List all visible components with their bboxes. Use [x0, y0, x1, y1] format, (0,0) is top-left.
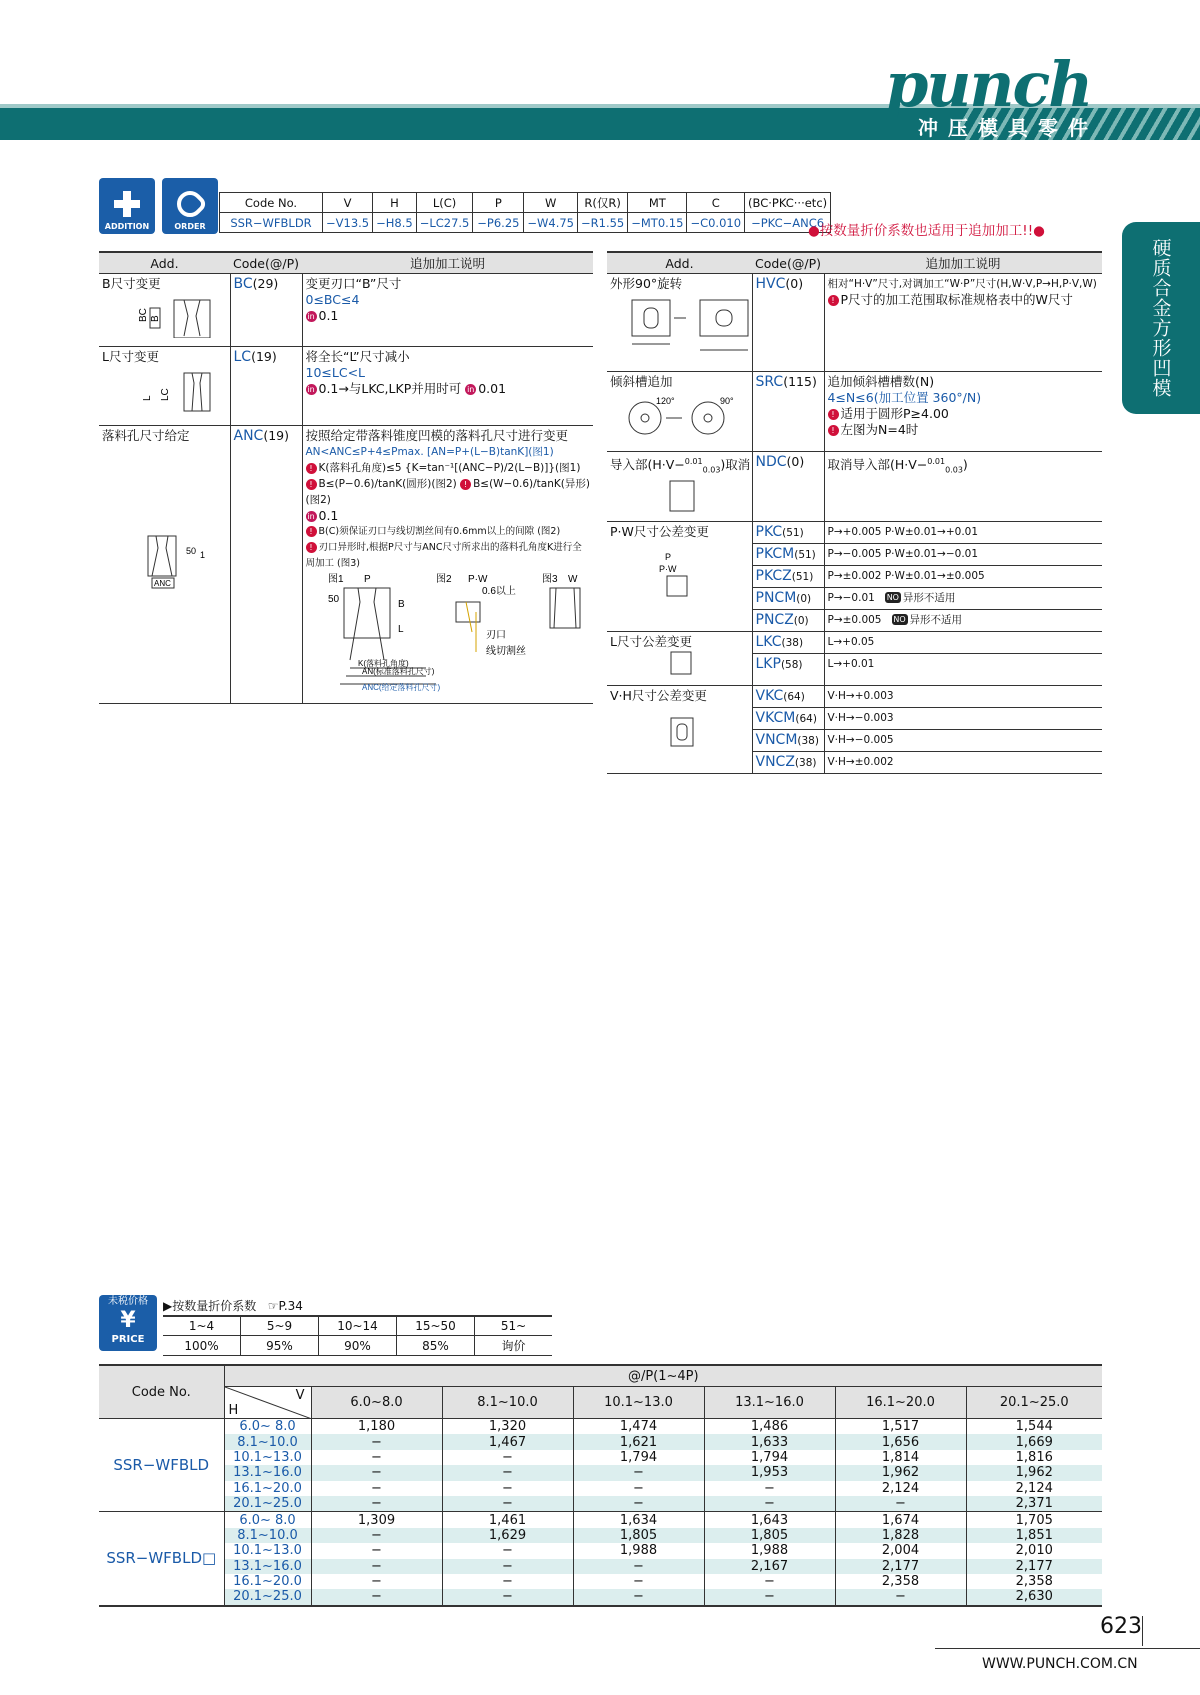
price-cell: 2,630 — [966, 1589, 1102, 1605]
price-cell: 1,828 — [835, 1528, 966, 1543]
table-row: B尺寸变更 BC B BC(29) 变更刃口“B”尺寸 0≤BC≤4 in 0.1 — [99, 274, 593, 347]
vh-drawing — [655, 704, 755, 748]
table-row — [99, 1450, 1102, 1465]
lead-in-drawing — [650, 479, 750, 515]
price-cell: − — [442, 1450, 573, 1465]
price-cell: − — [704, 1589, 835, 1605]
price-cell: 1,544 — [1015, 1419, 1053, 1435]
price-cell: 1,962 — [835, 1465, 966, 1480]
brand-subtitle: 冲压模具零件 — [918, 116, 1098, 140]
price-cell: 1,962 — [966, 1465, 1102, 1480]
lc-drawing — [112, 369, 222, 413]
group-code: SSR−WFBLD□ — [99, 1512, 224, 1606]
pw-drawing — [655, 550, 755, 600]
price-cell: 1,805 — [573, 1528, 704, 1543]
price-cell: − — [311, 1574, 442, 1589]
table-row: L尺寸公差变更 LKC(38) L→+0.05 — [607, 631, 1102, 653]
svg-text:0.6以上: 0.6以上 — [481, 586, 516, 597]
svg-text:W: W — [567, 574, 577, 585]
order-badge: ORDER — [162, 178, 218, 234]
svg-text:P: P — [665, 551, 672, 562]
increment-icon: in — [307, 385, 315, 394]
h-range: 13.1~16.0 — [224, 1465, 311, 1480]
table-row: 外形90°旋转 HVC(0) 相对“H·V”尺寸,对调加工“W·P”尺寸(H,W·V,P→H,P·V,W) ! P尺寸的加工范围取标准规格表中的W尺寸 — [607, 274, 1102, 372]
h-range: 6.0~ 8.0 — [224, 1419, 311, 1435]
price-cell: 1,621 — [573, 1434, 704, 1449]
caution-icon: ! — [306, 479, 317, 490]
h-range: 8.1~10.0 — [224, 1528, 311, 1543]
code-table-example: SSR−WFBLDR −V13.5 −H8.5 −LC27.5 −P6.25 −W4.75 −R1.55 −MT0.15 −C0.010 −PKC−ANC6 — [220, 213, 831, 233]
price-cell: − — [311, 1481, 442, 1496]
price-cell: − — [442, 1559, 573, 1574]
svg-text:P: P — [363, 574, 371, 585]
price-cell: − — [704, 1496, 835, 1512]
bc-drawing — [112, 296, 212, 338]
price-cell: − — [704, 1481, 835, 1496]
price-cell: 1,988 — [704, 1543, 835, 1558]
price-cell: 1,461 — [442, 1512, 573, 1528]
price-cell: − — [573, 1481, 704, 1496]
h-range: 16.1~20.0 — [224, 1481, 311, 1496]
price-cell: − — [442, 1574, 573, 1589]
no-icon: NO — [893, 615, 906, 625]
h-range: 10.1~13.0 — [224, 1450, 311, 1465]
price-cell: − — [311, 1496, 442, 1512]
price-cell: 1,320 — [442, 1419, 573, 1435]
col-code: Code(@/P) — [230, 252, 302, 274]
increment-icon: in — [307, 312, 315, 321]
h-range: 6.0~ 8.0 — [224, 1512, 311, 1528]
price-cell: 1,816 — [1015, 1449, 1053, 1465]
price-cell: 1,517 — [835, 1419, 966, 1435]
addition-table-right: Add. Code(@/P) 追加加工说明 外形90°旋转 HVC(0) 相对“H·V”尺寸,对调加工“W·P”尺寸(H,W·V,P→H,P·V,W) ! P尺寸的加工范围取标准规格表中的W尺寸 倾斜槽追加 120° 90° SRC(115) 追加倾斜槽槽数(N) 4≤N≤6(加工位置 360°/N) ! 适用于圆形P≥4.00 ! 左图为N=4时 导入部(H·V−$^{0.01}_{0.03}$)取消 NDC(0) 取消导入部(H·V−$^{0.01}_{0.03}$) P·W尺寸公差变更 P P·W PKC(51) P→+0.005 P·W±0.01→+0.01 PKCM(51) P→−0.005 P·W±0.01→−0.01 PKCZ(51) P→±0.002 P·W±0.01→±0.005 PNCM(0) P→−0.01 NO 异形不适用 PNCZ(0) P→±0.005 NO 异形不适用 L尺寸公差变更 LKC(38) L→+0.05 LKP(58) L→+0.01 V·H尺寸公差变更 VKC(64) V·H→+0.003 VKCM(64) V·H→−0.003 VNCM(38) V·H→−0.005 VNCZ(38) V·H→±0.002 — [607, 251, 1102, 774]
price-cell: − — [573, 1559, 704, 1574]
addition-code: BC — [233, 276, 253, 292]
svg-text:图2: 图2 — [435, 574, 452, 585]
price-cell: − — [442, 1465, 573, 1480]
price-cell: − — [442, 1543, 573, 1558]
price-cell: − — [835, 1496, 966, 1512]
svg-text:120°: 120° — [656, 396, 675, 406]
price-cell: 1,474 — [573, 1419, 704, 1435]
price-cell: 1,794 — [704, 1450, 835, 1465]
price-cell: 1,180 — [311, 1419, 442, 1435]
order-code-table — [219, 192, 831, 233]
price-cell: − — [704, 1574, 835, 1589]
price-cell: 2,124 — [1015, 1480, 1053, 1496]
table-row: PKCM(51) P→−0.005 P·W±0.01→−0.01 — [607, 543, 1102, 565]
price-cell: 2,010 — [1015, 1543, 1053, 1559]
code-header: Code No. — [99, 1365, 224, 1419]
discount-page-link[interactable]: P.34 — [278, 1299, 303, 1313]
add-name: B尺寸变更 — [102, 276, 161, 291]
price-cell: − — [311, 1465, 442, 1480]
caution-icon: ! — [828, 425, 839, 436]
table-row — [99, 1496, 1102, 1512]
svg-text:P·W: P·W — [659, 563, 677, 574]
table-row — [99, 1481, 1102, 1496]
discount-notice: ●按数量折价系数也适用于追加加工!!● — [808, 223, 1045, 239]
price-cell: − — [311, 1589, 442, 1605]
addition-table-left — [99, 251, 593, 704]
price-cell: 2,177 — [966, 1559, 1102, 1574]
price-cell: 1,705 — [1015, 1512, 1053, 1528]
svg-text:AN(标准落料孔尺寸): AN(标准落料孔尺寸) — [361, 667, 434, 676]
caution-icon: ! — [306, 542, 317, 553]
h-range: 20.1~25.0 — [224, 1496, 311, 1512]
price-cell: − — [311, 1450, 442, 1465]
price-cell: 2,358 — [1015, 1574, 1053, 1590]
price-cell: 1,669 — [966, 1434, 1102, 1449]
table-row: VNCZ(38) V·H→±0.002 — [607, 751, 1102, 773]
table-row — [99, 1574, 1102, 1589]
svg-text:LC: LC — [160, 388, 171, 401]
price-cell: 2,124 — [835, 1481, 966, 1496]
anc-figures — [306, 572, 591, 697]
price-cell: 1,467 — [442, 1434, 573, 1449]
website: WWW.PUNCH.COM.CN — [982, 1656, 1138, 1672]
table-row: P·W尺寸公差变更 P P·W PKC(51) P→+0.005 P·W±0.01→+0.01 — [607, 521, 1102, 543]
svg-text:B: B — [397, 599, 405, 610]
table-row: PKCZ(51) P→±0.002 P·W±0.01→±0.005 — [607, 565, 1102, 587]
h-range: 13.1~16.0 — [224, 1559, 311, 1574]
table-row: VNCM(38) V·H→−0.005 — [607, 729, 1102, 751]
price-cell: − — [311, 1434, 442, 1449]
price-cell: − — [442, 1481, 573, 1496]
reference-icon: ☞ — [267, 1299, 279, 1313]
group-code: SSR−WFBLD — [99, 1419, 224, 1512]
price-badge: 未税价格 ¥ PRICE — [99, 1295, 157, 1351]
svg-text:50: 50 — [327, 594, 339, 605]
price-cell: − — [835, 1589, 966, 1605]
col-add: Add. — [99, 252, 230, 274]
price-table: Code No. @/P(1~4P) V H 6.0~8.0 8.1~10.0 10.1~13.0 13.1~16.0 16.1~20.0 20.1~25.0 SSR−WFBLD 6.0~ 8.0 1,180 1,320 1,474 1,486 1,517 1,544 8.1~10.0 − 1,467 1,621 1,633 1,656 1,669 10.1~13.0 − − 1,794 1,794 1,814 1,816 13.1~16.0 − − − 1,953 1,962 1,962 16.1~20.0 − − − − 2,124 2,124 20.1~25.0 − − − − − 2,371 SSR−WFBLD□ 6.0~ 8.0 1,309 1,461 1,634 1,643 1,674 1,705 8.1~10.0 − 1,629 1,805 1,805 1,828 1,851 10.1~13.0 − − 1,988 1,988 2,004 2,010 13.1~16.0 − − − 2,167 2,177 2,177 16.1~20.0 − − − − 2,358 2,358 20.1~25.0 − − − − − 2,630 — [99, 1364, 1102, 1607]
table-row — [99, 1528, 1102, 1543]
price-cell: 1,629 — [442, 1528, 573, 1543]
price-cell: 1,634 — [573, 1512, 704, 1528]
table-row — [99, 1465, 1102, 1480]
table-row: 落料孔尺寸给定 50 1 ANC ANC(19) 按照给定带落料锥度凹模的落料孔尺寸进行变更 AN<ANC≤P+4≤Pmax. [AN=P+(L−B)tanK](图1) ! K(落料孔角度)≤5 {K=tan⁻¹[(ANC−P)/2(L−B)]}(图1) ! B≤(P−0.6)/tanK(圆形)(图2) ! B≤(W−0.6)/tanK(异形)(图2) in 0.1 ! B(C)须保证刃口与线切割丝间有0.6mm以上的间隙 (图2) ! 刃口异形时,根据P尺寸与ANC尺寸所求出的落料孔角度K进行全周加工 (图3) 图1 P 图2 P·W 图3 W 50 B L K(落料孔角度) AN(标准落料孔尺寸) ANC(给定落料孔尺寸) 0.6以上 刃口 线切割丝 — [99, 426, 593, 704]
caution-icon: ! — [306, 463, 317, 474]
span-header: @/P(1~4P) — [224, 1365, 1102, 1387]
table-row: 导入部(H·V−$^{0.01}_{0.03}$)取消 NDC(0) 取消导入部(H·V−$^{0.01}_{0.03}$) — [607, 452, 1102, 522]
price-cell: 1,674 — [835, 1512, 966, 1528]
caution-icon: ! — [460, 479, 471, 490]
svg-text:50: 50 — [186, 546, 197, 556]
price-cell: − — [442, 1496, 573, 1512]
price-cell: − — [442, 1589, 573, 1605]
rotation-drawing — [610, 292, 750, 358]
price-cell: 2,358 — [835, 1574, 966, 1589]
svg-text:线切割丝: 线切割丝 — [485, 646, 526, 657]
table-row — [99, 1589, 1102, 1605]
svg-text:图1: 图1 — [327, 574, 344, 585]
table-row: VKCM(64) V·H→−0.003 — [607, 707, 1102, 729]
svg-text:BC: BC — [138, 308, 149, 322]
h-range: 20.1~25.0 — [224, 1589, 311, 1605]
no-icon: NO — [886, 593, 899, 603]
table-row: PNCZ(0) P→±0.005 NO 异形不适用 — [607, 609, 1102, 631]
addition-badge: ADDITION — [99, 178, 155, 234]
col-desc: 追加加工说明 — [302, 252, 593, 274]
price-cell: − — [311, 1543, 442, 1558]
table-row: V·H尺寸公差变更 VKC(64) V·H→+0.003 — [607, 685, 1102, 707]
price-cell: 1,805 — [704, 1528, 835, 1543]
price-cell: 2,004 — [835, 1543, 966, 1558]
price-cell: 1,814 — [835, 1450, 966, 1465]
svg-text:刃口: 刃口 — [485, 630, 506, 641]
footer-line — [935, 1648, 1200, 1649]
yen-icon: ¥ — [120, 1308, 136, 1333]
table-row: PNCM(0) P→−0.01 NO 异形不适用 — [607, 587, 1102, 609]
price-cell: − — [311, 1559, 442, 1574]
svg-text:L: L — [397, 624, 404, 635]
svg-text:ANC: ANC — [154, 579, 171, 588]
phone-icon — [172, 186, 209, 223]
price-cell: − — [311, 1528, 442, 1543]
table-row — [99, 1543, 1102, 1558]
category-tab: 硬质合金方形凹模 — [1122, 222, 1200, 414]
l-drawing — [655, 650, 755, 676]
svg-text:90°: 90° — [720, 396, 734, 406]
increment-icon: in — [307, 512, 315, 521]
price-cell: 1,851 — [966, 1528, 1102, 1543]
h-range: 10.1~13.0 — [224, 1543, 311, 1558]
table-row: L尺寸变更 L LC LC(19) 将全长“L”尺寸减小 10≤LC<L in 0.1→与LKC,LKP并用时可 in 0.01 — [99, 347, 593, 426]
plus-icon — [114, 191, 140, 217]
discount-title: ▶按数量折价系数 ☞P.34 — [163, 1299, 303, 1313]
groove-drawing — [610, 390, 750, 440]
page-number: 623 — [1100, 1614, 1142, 1639]
caution-icon: ! — [828, 295, 839, 306]
svg-text:P·W: P·W — [467, 574, 487, 585]
discount-table: 1~4 5~9 10~14 15~50 51~ 100% 95% 90% 85% 询价 — [163, 1315, 552, 1356]
price-cell: − — [573, 1574, 704, 1589]
price-cell: 1,486 — [704, 1419, 835, 1435]
price-cell: 1,633 — [704, 1434, 835, 1449]
price-cell: 2,177 — [835, 1559, 966, 1574]
svg-text:1: 1 — [200, 550, 206, 560]
table-row — [99, 1559, 1102, 1574]
price-cell: − — [573, 1496, 704, 1512]
svg-text:B: B — [150, 315, 161, 322]
price-cell: 1,953 — [704, 1465, 835, 1480]
vh-corner: V H — [224, 1387, 311, 1419]
price-cell: 1,656 — [835, 1434, 966, 1449]
price-cell: 2,371 — [966, 1496, 1102, 1512]
code-table-header: Code No. V H L(C) P W R(仅R) MT C (BC·PKC···etc) — [220, 193, 831, 213]
footer-divider — [1142, 1616, 1143, 1646]
price-cell: 1,309 — [311, 1512, 442, 1528]
h-range: 16.1~20.0 — [224, 1574, 311, 1589]
price-cell: − — [573, 1589, 704, 1605]
svg-text:图3: 图3 — [541, 574, 558, 585]
h-range: 8.1~10.0 — [224, 1434, 311, 1449]
increment-icon: in — [467, 385, 475, 394]
price-cell: 1,988 — [573, 1543, 704, 1558]
table-row — [99, 1419, 1102, 1435]
table-row: 倾斜槽追加 120° 90° SRC(115) 追加倾斜槽槽数(N) 4≤N≤6(加工位置 360°/N) ! 适用于圆形P≥4.00 ! 左图为N=4时 — [607, 372, 1102, 452]
price-cell: 1,643 — [704, 1512, 835, 1528]
svg-text:K(落料孔角度): K(落料孔角度) — [357, 659, 409, 668]
table-row — [99, 1512, 1102, 1528]
brand-logo: punch — [885, 48, 1092, 121]
table-row: LKP(58) L→+0.01 — [607, 653, 1102, 685]
price-cell: 2,167 — [704, 1559, 835, 1574]
price-cell: 1,794 — [573, 1450, 704, 1465]
caution-icon: ! — [306, 526, 317, 537]
caution-icon: ! — [828, 409, 839, 420]
svg-text:ANC(给定落料孔尺寸): ANC(给定落料孔尺寸) — [361, 683, 440, 692]
anc-drawing — [112, 534, 222, 594]
svg-text:L: L — [142, 395, 153, 401]
table-row — [99, 1434, 1102, 1449]
price-cell: − — [573, 1465, 704, 1480]
